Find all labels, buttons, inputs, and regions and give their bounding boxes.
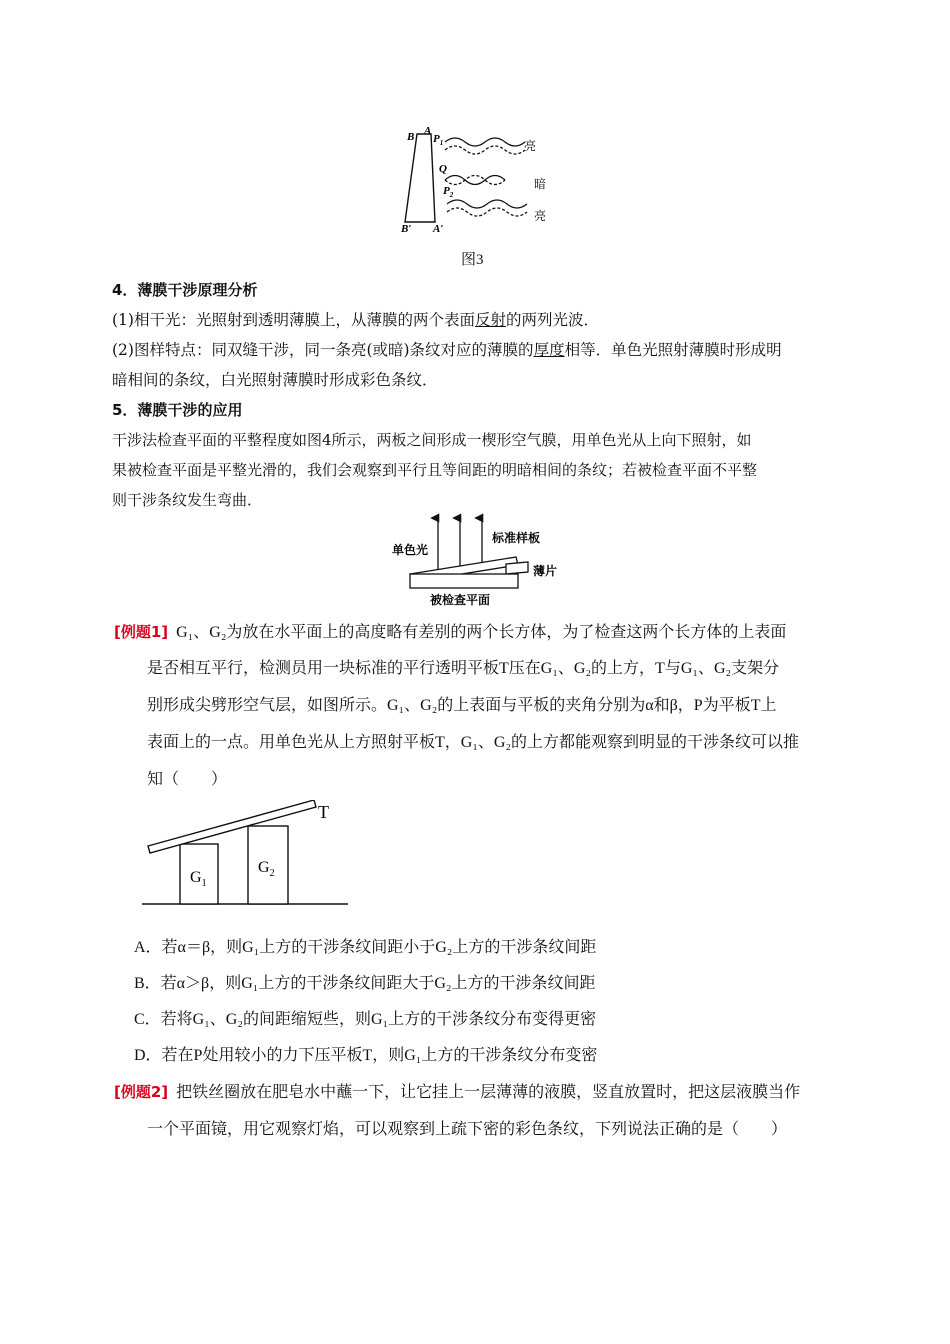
label-t: T xyxy=(318,802,329,822)
section-4-heading: 4．薄膜干涉原理分析 xyxy=(112,281,258,299)
example-1-line-4: 表面上的一点。用单色光从上方照射平板T，G₁、G₂的上方都能观察到明显的干涉条纹可以推 xyxy=(147,734,800,751)
label-tested-plane: 被检查平面 xyxy=(430,593,491,607)
plate-t xyxy=(148,800,316,853)
label-A: A xyxy=(424,125,432,137)
label-P2: $P_2$ xyxy=(443,185,454,199)
label-dark: 暗 xyxy=(534,177,547,191)
label-thin-sheet: 薄片 xyxy=(533,564,558,578)
label-standard-plate: 标准样板 xyxy=(492,531,541,545)
section-4-pattern-line2: 暗相间的条纹，白光照射薄膜时形成彩色条纹． xyxy=(112,371,438,389)
option-a[interactable]: A．若α＝β，则G₁上方的干涉条纹间距小于G₂上方的干涉条纹间距 xyxy=(134,939,597,956)
wave-bright-bottom-2 xyxy=(447,208,527,216)
example-2-line-1: [例题2] 把铁丝圈放在肥皂水中蘸一下，让它挂上一层薄薄的液膜，竖直放置时，把这层液膜当作 xyxy=(114,1083,801,1101)
option-c[interactable]: C．若将G₁、G₂的间距缩短些，则G₁上方的干涉条纹分布变得更密 xyxy=(134,1011,597,1028)
section-5-line-1: 干涉法检查平面的平整程度如图4所示，两板之间形成一楔形空气膜，用单色光从上向下照射，如 xyxy=(112,431,752,449)
label-Q: Q xyxy=(439,163,447,175)
section-4-pattern-features: (2)图样特点：同双缝干涉，同一条亮(或暗)条纹对应的薄膜的厚度相等．单色光照射薄膜时形成明 xyxy=(112,341,782,359)
label-g2: $G_2$ xyxy=(258,859,275,879)
wave-bright-top-2 xyxy=(445,146,525,154)
section-4-coherent-light: (1)相干光：光照射到透明薄膜上，从薄膜的两个表面反射的两列光波． xyxy=(112,311,599,329)
label-bright-bottom: 亮 xyxy=(534,209,547,223)
example-1-figure xyxy=(140,800,350,910)
section-5-heading: 5．薄膜干涉的应用 xyxy=(112,401,243,419)
figure-4-diagram xyxy=(388,512,568,608)
wave-dark-2 xyxy=(445,176,505,185)
figure-3-caption: 图3 xyxy=(461,252,484,268)
option-d[interactable]: D．若在P处用较小的力下压平板T，则G₁上方的干涉条纹分布变密 xyxy=(134,1047,598,1064)
label-g1: $G_1$ xyxy=(190,869,207,889)
wave-dark-1 xyxy=(445,176,505,185)
section-5-line-2: 果被检查平面是平整光滑的，我们会观察到平行且等间距的明暗相间的条纹；若被检查平面不平整 xyxy=(112,461,758,479)
label-A-prime: A′ xyxy=(433,223,444,235)
wave-bright-bottom-1 xyxy=(447,200,527,208)
example-2-line-2: 一个平面镜，用它观察灯焰，可以观察到上疏下密的彩色条纹，下列说法正确的是（ ） xyxy=(147,1121,788,1138)
example-1-line-5: 知（ ） xyxy=(147,771,228,788)
wave-bright-top-1 xyxy=(445,138,525,146)
tested-plane xyxy=(410,574,518,588)
example-2-tag: [例题2] xyxy=(114,1083,169,1101)
label-P1: $P_1$ xyxy=(433,133,444,147)
example-1-tag: [例题1] xyxy=(114,623,169,641)
label-bright-top: 亮 xyxy=(524,139,537,153)
label-B-prime: B′ xyxy=(401,223,412,235)
option-b[interactable]: B．若α＞β，则G₁上方的干涉条纹间距大于G₂上方的干涉条纹间距 xyxy=(134,975,596,992)
example-1-line-1: [例题1] G₁、G₂为放在水平面上的高度略有差别的两个长方体，为了检查这两个长方体的上表面 xyxy=(114,623,787,641)
film-wedge xyxy=(405,134,435,222)
example-1-line-3: 别形成尖劈形空气层，如图所示。G₁、G₂的上表面与平板的夹角分别为α和β，P为平板T上 xyxy=(147,697,777,714)
thin-sheet xyxy=(506,562,528,574)
example-1-line-2: 是否相互平行，检测员用一块标准的平行透明平板T压在G₁、G₂的上方，T与G₁、G₂支架分 xyxy=(147,660,780,677)
label-B: B xyxy=(407,131,415,143)
section-5-line-3: 则干涉条纹发生弯曲． xyxy=(112,491,263,509)
label-monochrome-light: 单色光 xyxy=(392,543,429,557)
figure-3-diagram xyxy=(395,122,560,237)
